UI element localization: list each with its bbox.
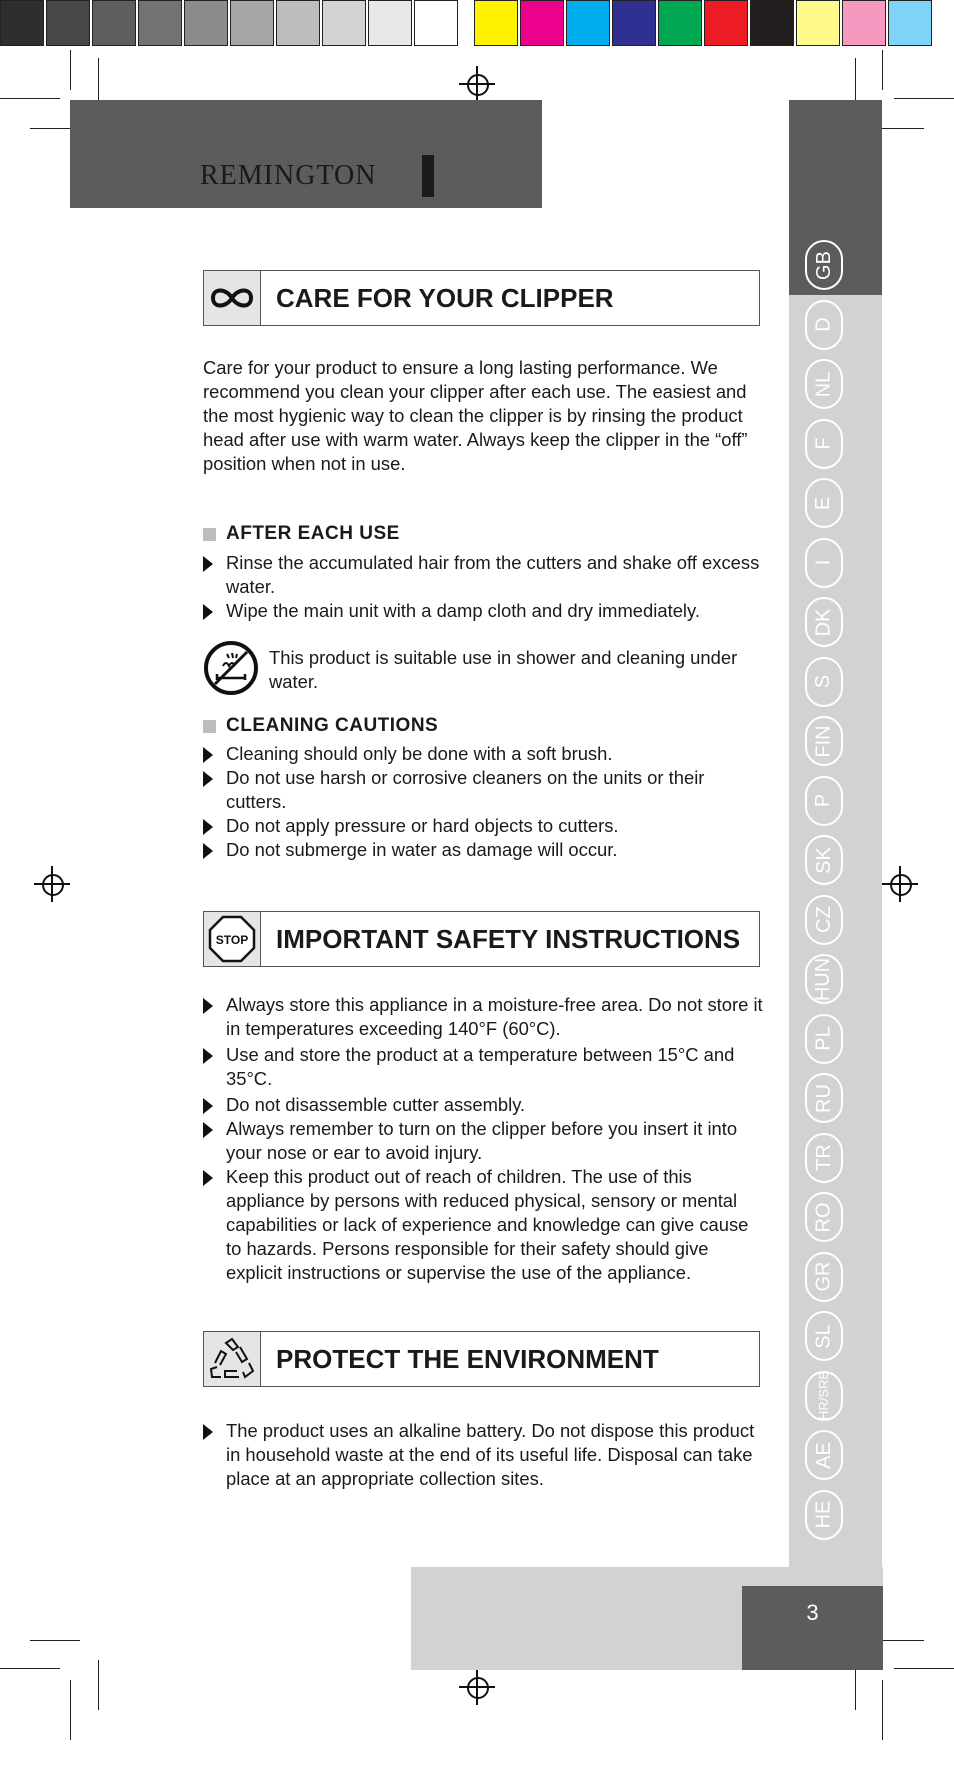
crop-mark	[882, 50, 883, 90]
language-code: DK	[812, 608, 835, 636]
infinity-icon	[204, 271, 261, 325]
square-bullet-icon	[203, 528, 216, 541]
list-item	[203, 1093, 768, 1117]
language-tab-hr-srb[interactable]	[805, 1371, 843, 1421]
list-item-text: Do not apply pressure or hard objects to cutters.	[226, 815, 619, 836]
language-code: S	[812, 674, 835, 689]
gray-swatch	[276, 0, 320, 46]
language-code: FIN	[812, 724, 835, 758]
language-code: PL	[812, 1026, 835, 1051]
triangle-bullet-icon	[203, 819, 213, 835]
gray-swatch	[92, 0, 136, 46]
language-tab-dk[interactable]	[805, 597, 843, 647]
color-swatch	[704, 0, 748, 46]
language-tab-sl[interactable]	[805, 1311, 843, 1361]
color-swatch	[842, 0, 886, 46]
language-tab-nl[interactable]	[805, 359, 843, 409]
language-code: TR	[812, 1144, 835, 1171]
environment-list	[203, 1419, 768, 1491]
language-tab-hun[interactable]	[805, 954, 843, 1004]
subheading-text: AFTER EACH USE	[226, 523, 400, 544]
crop-mark	[30, 1640, 80, 1641]
language-tab-gb[interactable]	[805, 240, 843, 290]
page-number: 3	[806, 1600, 819, 1625]
list-item	[203, 814, 768, 838]
language-tab-ro[interactable]	[805, 1192, 843, 1242]
color-swatch	[888, 0, 932, 46]
language-code: GB	[812, 250, 835, 280]
list-item	[203, 742, 768, 766]
gray-swatch	[46, 0, 90, 46]
triangle-bullet-icon	[203, 1048, 213, 1064]
stop-sign-label: STOP	[215, 933, 249, 947]
language-code: CZ	[812, 906, 835, 933]
registration-mark-icon	[882, 866, 918, 902]
list-item	[203, 551, 768, 599]
language-tab-s[interactable]	[805, 657, 843, 707]
language-code: NL	[812, 371, 835, 397]
language-code: P	[812, 793, 835, 808]
list-item-text: Do not disassemble cutter assembly.	[226, 1094, 526, 1115]
registration-mark-icon	[34, 866, 70, 902]
gray-swatch	[138, 0, 182, 46]
section-title: CARE FOR YOUR CLIPPER	[276, 283, 614, 313]
language-tab-pl[interactable]	[805, 1014, 843, 1064]
triangle-bullet-icon	[203, 604, 213, 620]
gray-swatch	[0, 0, 44, 46]
environment-section-header	[203, 1331, 760, 1387]
list-item	[203, 1043, 768, 1091]
language-code: HUN	[812, 957, 835, 1001]
crop-mark	[70, 1680, 71, 1740]
after-use-list	[203, 551, 768, 623]
triangle-bullet-icon	[203, 1122, 213, 1138]
language-code: GR	[812, 1261, 835, 1292]
language-code: HR/SRB	[816, 1370, 832, 1421]
language-code: I	[812, 559, 835, 566]
brand-header	[70, 100, 542, 208]
list-item	[203, 1419, 768, 1491]
color-swatch	[796, 0, 840, 46]
language-tab-cz[interactable]	[805, 895, 843, 945]
square-bullet-icon	[203, 720, 216, 733]
language-tab-i[interactable]	[805, 538, 843, 588]
list-item-text: Cleaning should only be done with a soft brush.	[226, 743, 613, 764]
page-number-box	[742, 1586, 883, 1670]
stop-sign-icon	[204, 912, 261, 966]
language-tab-fin[interactable]	[805, 716, 843, 766]
language-sidebar	[789, 100, 882, 1570]
language-tab-f[interactable]	[805, 419, 843, 469]
language-tab-gr[interactable]	[805, 1252, 843, 1302]
color-calibration-bar	[0, 0, 954, 50]
list-item	[203, 599, 768, 623]
gray-swatch	[230, 0, 274, 46]
language-tab-p[interactable]	[805, 776, 843, 826]
list-item-text: Wipe the main unit with a damp cloth and dry immediately.	[226, 600, 700, 621]
remington-logo: REMINGTON	[200, 160, 377, 191]
gray-swatch	[414, 0, 458, 46]
list-item	[203, 1117, 768, 1165]
triangle-bullet-icon	[203, 771, 213, 787]
language-tab-ae[interactable]	[805, 1430, 843, 1480]
cleaning-cautions-heading	[203, 715, 438, 737]
language-code: AE	[812, 1441, 835, 1469]
triangle-bullet-icon	[203, 747, 213, 763]
care-intro: Care for your product to ensure a long lasting performance. We recommend you clean your clipper after each use. The easiest and the most hygienic way to clean the clipper is by rinsing the product head after use with warm water. Always keep the clipper in the “off” position when not in use.	[203, 357, 748, 474]
registration-mark-icon	[459, 66, 495, 102]
language-code: HE	[812, 1500, 835, 1529]
language-tab-tr[interactable]	[805, 1133, 843, 1183]
list-item	[203, 766, 768, 814]
crop-mark	[98, 1660, 99, 1710]
after-use-heading	[203, 523, 400, 545]
crop-mark	[0, 1668, 60, 1669]
list-item-text: Always store this appliance in a moisture-free area. Do not store it in temperatures exceeding 140°F (60°C).	[226, 994, 763, 1039]
list-item	[203, 993, 768, 1041]
language-code: E	[812, 496, 835, 510]
language-code: F	[812, 437, 835, 450]
language-code: SK	[812, 846, 835, 874]
recycle-icon	[204, 1332, 261, 1386]
safety-section-header	[203, 911, 760, 967]
language-tab-ru[interactable]	[805, 1073, 843, 1123]
crop-mark	[0, 98, 60, 99]
language-code: D	[812, 317, 835, 332]
color-swatch	[566, 0, 610, 46]
color-swatch	[658, 0, 702, 46]
triangle-bullet-icon	[203, 998, 213, 1014]
language-code: SL	[812, 1323, 835, 1349]
crop-mark	[882, 1680, 883, 1740]
triangle-bullet-icon	[203, 556, 213, 572]
triangle-bullet-icon	[203, 1424, 213, 1440]
list-item-text: Use and store the product at a temperature between 15°C and 35°C.	[226, 1044, 735, 1089]
shower-note: This product is suitable use in shower and cleaning under water.	[269, 647, 738, 692]
language-tab-sk[interactable]	[805, 835, 843, 885]
crop-mark	[70, 50, 71, 90]
care-section-header	[203, 270, 760, 326]
triangle-bullet-icon	[203, 843, 213, 859]
list-item-text: Do not submerge in water as damage will occur.	[226, 839, 618, 860]
registration-mark-icon	[459, 1669, 495, 1705]
section-title: PROTECT THE ENVIRONMENT	[276, 1344, 659, 1374]
section-title: IMPORTANT SAFETY INSTRUCTIONS	[276, 924, 741, 954]
list-item-text: Always remember to turn on the clipper before you insert it into your nose or ear to avoid injury.	[226, 1118, 738, 1163]
language-tab-d[interactable]	[805, 300, 843, 350]
language-code: RO	[812, 1202, 835, 1232]
list-item-text: Do not use harsh or corrosive cleaners on the units or their cutters.	[226, 767, 705, 812]
logo-bar	[422, 155, 434, 197]
color-swatch	[612, 0, 656, 46]
gray-swatch	[368, 0, 412, 46]
list-item-text: The product uses an alkaline battery. Do not dispose this product in household waste at the end of its useful life. Disposal can take place at an appropriate collection sites.	[226, 1420, 755, 1489]
list-item	[203, 1165, 768, 1285]
crop-mark	[894, 1668, 954, 1669]
subheading-text: CLEANING CAUTIONS	[226, 715, 439, 736]
triangle-bullet-icon	[203, 1098, 213, 1114]
list-item-text: Rinse the accumulated hair from the cutters and shake off excess water.	[226, 552, 760, 597]
language-tab-e[interactable]	[805, 478, 843, 528]
list-item	[203, 838, 768, 862]
language-tab-he[interactable]	[805, 1490, 843, 1540]
water-safe-icon	[203, 640, 259, 696]
color-swatch	[474, 0, 518, 46]
triangle-bullet-icon	[203, 1170, 213, 1186]
list-item-text: Keep this product out of reach of children. The use of this appliance by persons with reduced physical, sensory or mental capabilities or lack of experience and knowledge can give cause to hazards. Persons responsible for their safety should give explicit instructions or supervise the use of the appliance.	[226, 1166, 749, 1283]
safety-list	[203, 993, 768, 1285]
crop-mark	[894, 98, 954, 99]
cautions-list	[203, 742, 768, 862]
language-code: RU	[812, 1083, 835, 1113]
color-swatch	[750, 0, 794, 46]
gray-swatch	[322, 0, 366, 46]
gray-swatch	[184, 0, 228, 46]
color-swatch	[520, 0, 564, 46]
